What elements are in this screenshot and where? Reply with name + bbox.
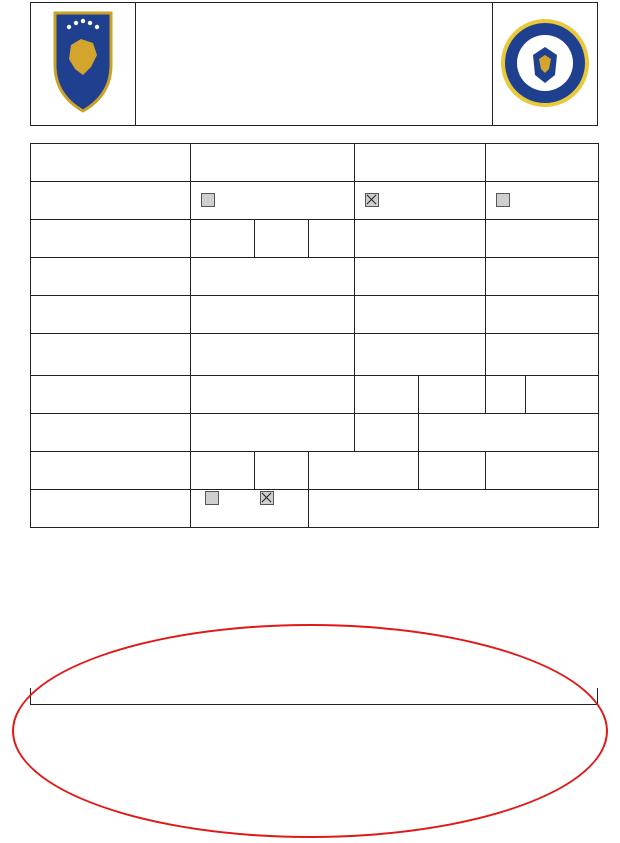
shift-value — [526, 376, 599, 414]
incident-type-value — [191, 144, 355, 182]
id1-value — [419, 376, 486, 414]
phone1-label — [355, 296, 486, 334]
row-incident-type — [31, 144, 599, 182]
weapon-no-option — [255, 490, 309, 528]
report-time-value — [309, 452, 419, 490]
time-label — [255, 220, 309, 258]
weapon-type — [309, 490, 599, 528]
ethnic-unknown-option — [486, 182, 599, 220]
station-label — [31, 296, 191, 334]
row-ethnic-motivated — [31, 182, 599, 220]
phone2-value — [486, 334, 599, 376]
report-title — [30, 126, 598, 143]
ethnic-yes-option — [191, 182, 355, 220]
case-no-label — [355, 144, 486, 182]
report-date-label — [31, 452, 191, 490]
row-commander — [31, 334, 599, 376]
investigating-officer-label — [31, 414, 191, 452]
weapon-yes-checkbox[interactable] — [205, 491, 219, 505]
location-value — [191, 258, 355, 296]
phone2-label — [355, 334, 486, 376]
commander-label — [31, 334, 191, 376]
row-responding-officer — [31, 376, 599, 414]
location-label — [31, 258, 191, 296]
report-date-value — [191, 452, 255, 490]
area-ethnicity-label — [355, 258, 486, 296]
kosovo-police-badge-logo — [492, 3, 597, 125]
date-label — [31, 220, 191, 258]
report-header — [30, 2, 598, 126]
ethnic-motivated-label — [31, 182, 191, 220]
row-date — [31, 220, 599, 258]
incident-type-label — [31, 144, 191, 182]
station-value — [191, 296, 355, 334]
incident-form-table — [30, 143, 599, 528]
area-ethnicity-value — [486, 258, 599, 296]
ethnic-yes-checkbox[interactable] — [201, 193, 215, 207]
row-investigating-officer — [31, 414, 599, 452]
weapon-no-checkbox[interactable] — [260, 491, 274, 505]
report-time-label — [255, 452, 309, 490]
shift-label — [486, 376, 526, 414]
id2-label — [355, 414, 419, 452]
responding-officer-value — [191, 376, 355, 414]
ethnic-unknown-checkbox[interactable] — [496, 193, 510, 207]
kosovo-coat-of-arms-logo — [31, 3, 136, 125]
case-no-value — [486, 144, 599, 182]
ethnic-no-checkbox[interactable] — [365, 193, 379, 207]
red-annotation-oval — [12, 624, 608, 838]
responding-officer-label — [31, 376, 191, 414]
row-report-date — [31, 452, 599, 490]
commander-value — [191, 334, 355, 376]
investigating-officer-value — [191, 414, 355, 452]
time-value — [309, 220, 355, 258]
coords-value — [486, 220, 599, 258]
sent-by-value — [486, 452, 599, 490]
ethnic-no-option — [355, 182, 486, 220]
phone1-value — [486, 296, 599, 334]
narrative-text — [30, 688, 598, 705]
row-location — [31, 258, 599, 296]
weapon-label — [31, 490, 191, 528]
id1-label — [355, 376, 419, 414]
weapon-yes-option — [191, 490, 255, 528]
date-value — [191, 220, 255, 258]
row-station — [31, 296, 599, 334]
sent-by-label — [419, 452, 486, 490]
coords-label — [355, 220, 486, 258]
id2-value — [419, 414, 599, 452]
row-weapon — [31, 490, 599, 528]
